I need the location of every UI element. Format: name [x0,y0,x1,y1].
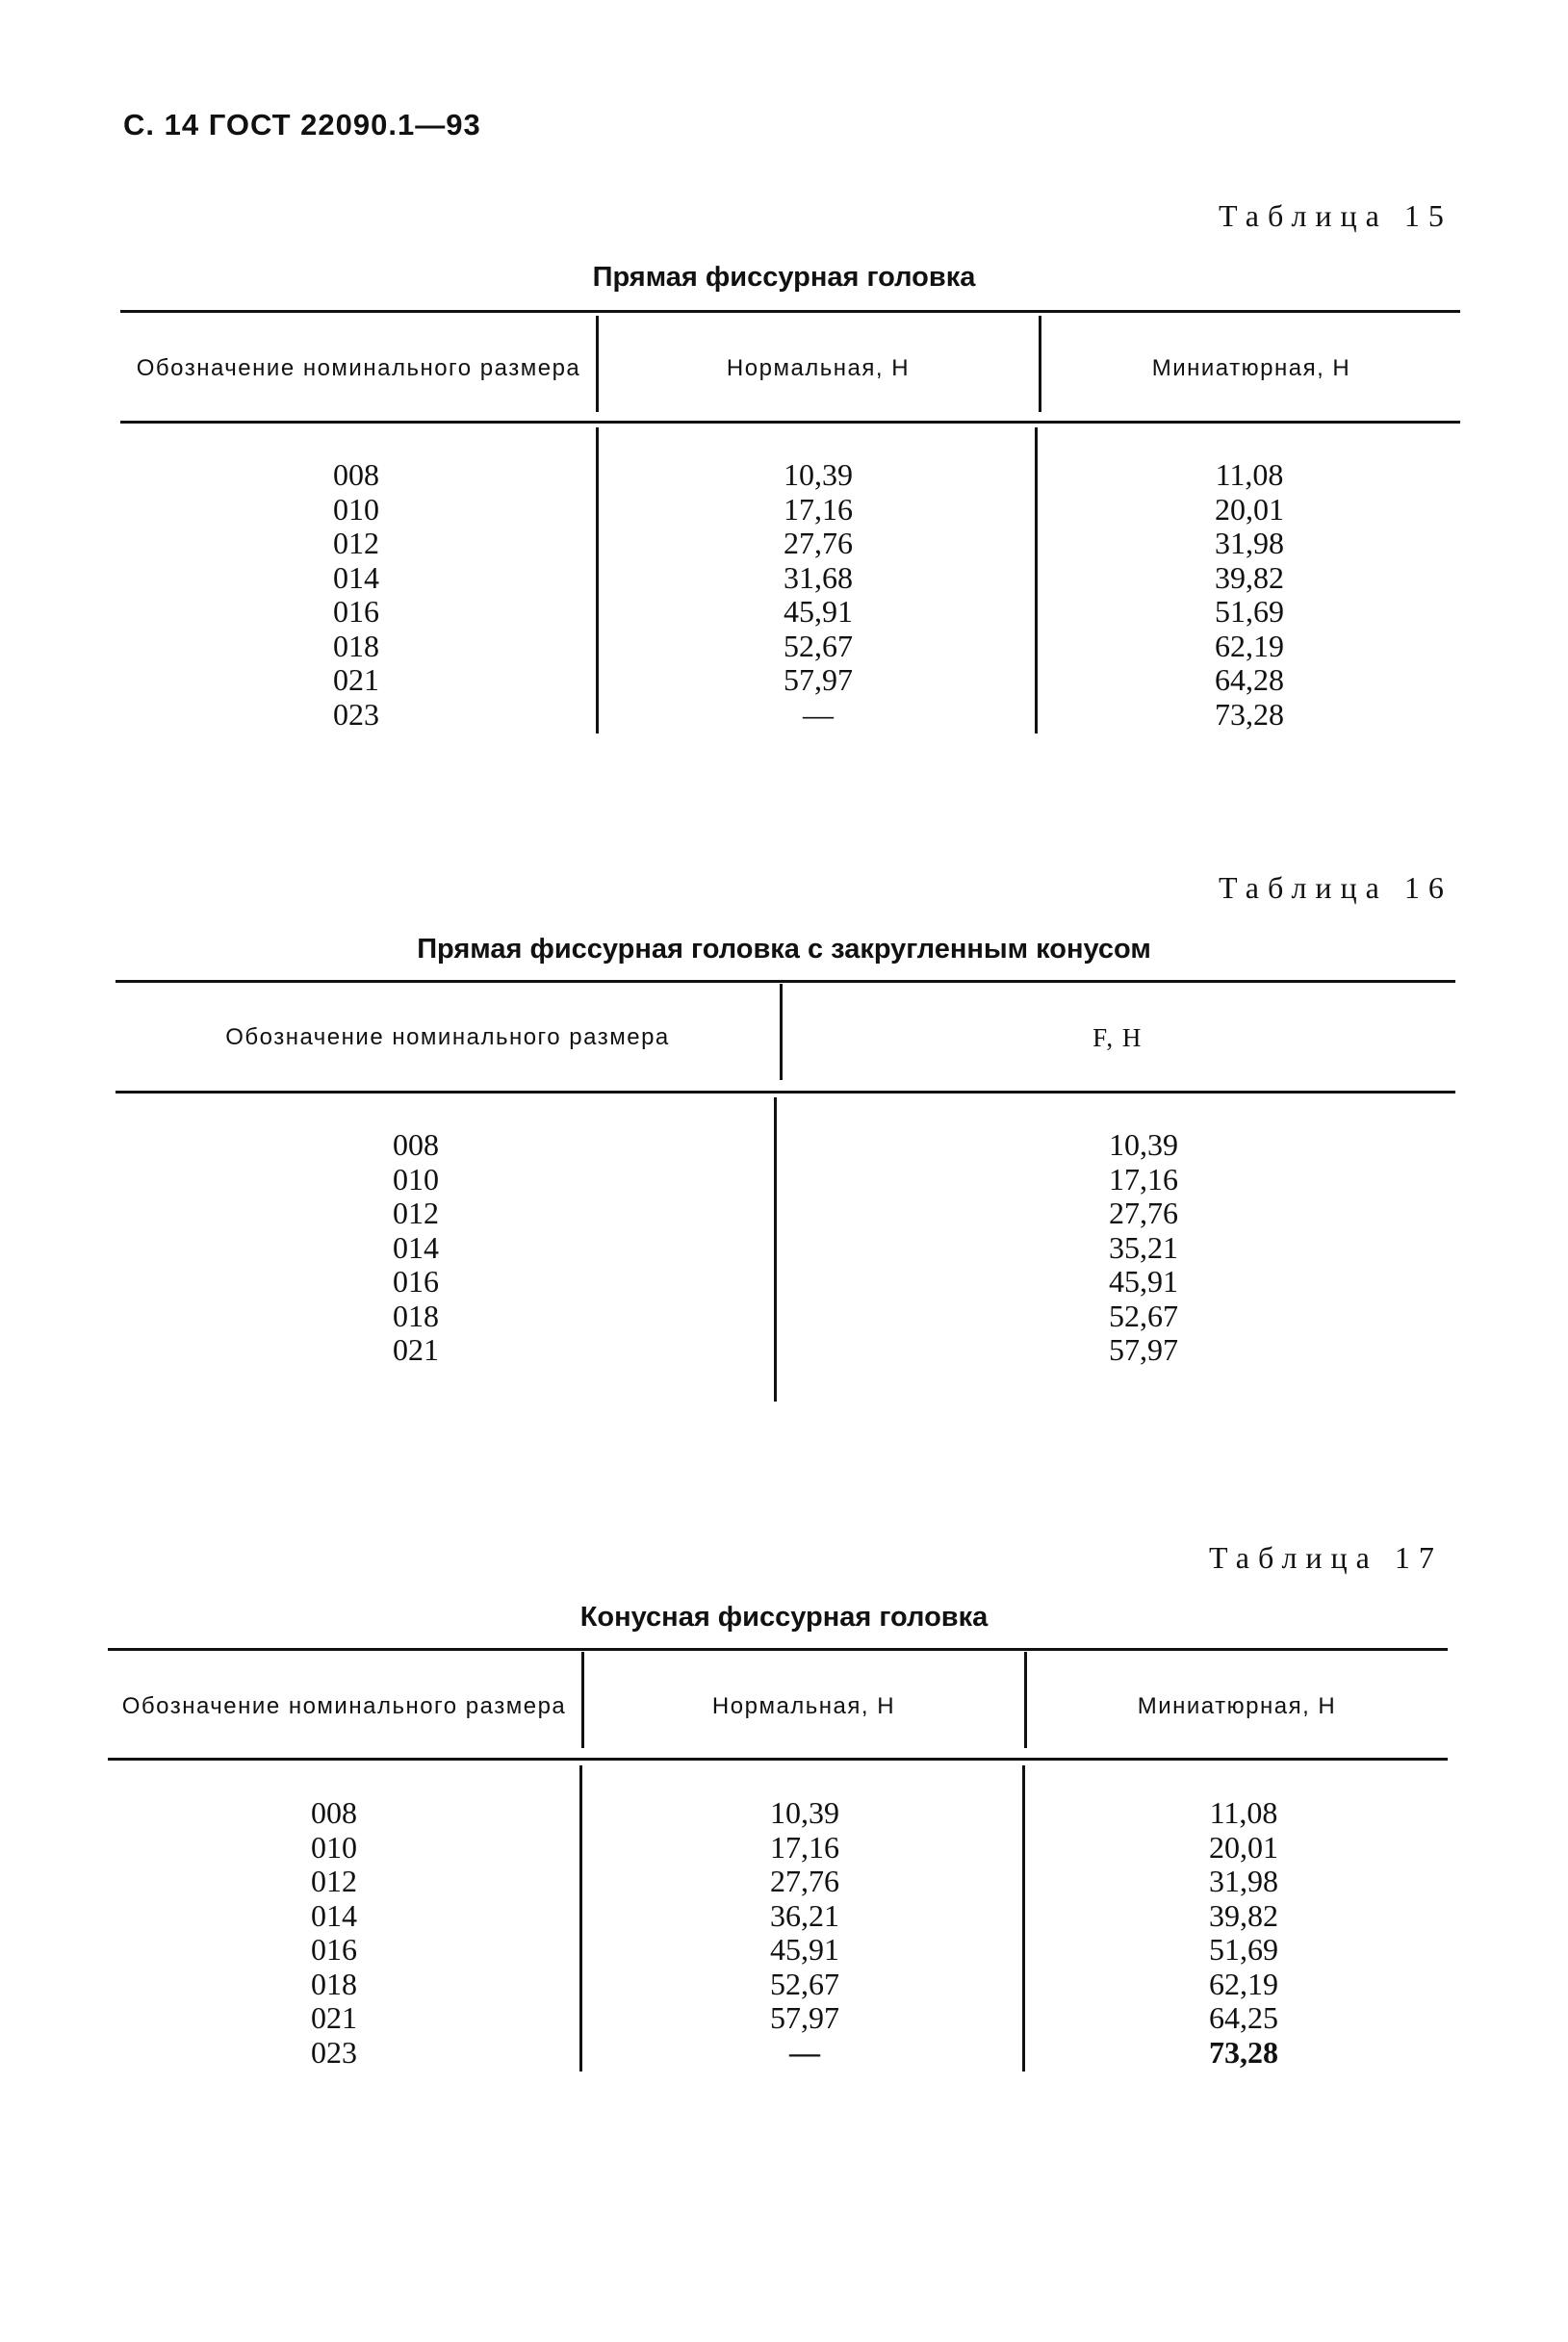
cell: 10,39 [784,457,853,492]
header-size: Обозначение номинального размера [225,1024,670,1050]
cell: 014 [311,1897,357,1933]
header-bottom-rule [108,1758,1448,1761]
table-number: Таблица 15 [1219,198,1452,233]
column-sizes [298,458,414,732]
cell: 10,39 [770,1795,839,1830]
column-divider [1039,316,1041,412]
column-divider [596,316,599,412]
column-sizes [358,1128,474,1368]
cell: 008 [393,1127,439,1162]
cell: 52,67 [784,628,853,663]
cell: 010 [393,1161,439,1197]
cell: 014 [393,1229,439,1265]
column-divider [780,984,783,1080]
cell: 20,01 [1209,1829,1278,1865]
cell: 018 [311,1966,357,2001]
cell: 57,97 [770,2000,839,2035]
cell: 014 [333,559,379,595]
cell: 31,98 [1209,1864,1278,1898]
cell: 021 [311,2000,357,2035]
cell: 57,97 [784,662,853,697]
column-normal [741,458,895,732]
cell: 62,19 [1215,628,1284,663]
cell: 012 [333,526,379,560]
column-divider [581,1652,584,1748]
cell: 64,28 [1215,662,1284,697]
cell: 17,16 [770,1829,839,1865]
header-size: Обозначение номинального размера [136,354,581,381]
column-force [1067,1128,1221,1368]
header-mini: Миниатюрная, Н [1151,354,1351,381]
cell: 008 [311,1795,357,1830]
column-divider [1022,1765,1025,2072]
cell: 021 [393,1332,439,1367]
cell: 023 [333,696,379,732]
table-top-rule [116,980,1455,983]
cell: 016 [393,1264,439,1299]
cell: 39,82 [1215,559,1284,595]
cell: 012 [311,1864,357,1898]
table-title: Прямая фиссурная головка [592,262,976,293]
cell: 62,19 [1209,1966,1278,2001]
column-divider [596,427,599,733]
cell: 20,01 [1215,491,1284,527]
header-force: F, Н [1092,1023,1143,1052]
cell: 36,21 [770,1897,839,1933]
cell: 010 [333,491,379,527]
header-size: Обозначение номинального размера [121,1692,567,1719]
table-title: Прямая фиссурная головка с закругленным конусом [417,934,1151,965]
header-bottom-rule [120,421,1460,424]
cell: 17,16 [784,491,853,527]
cell: 39,82 [1209,1897,1278,1933]
cell: 010 [311,1829,357,1865]
cell: 10,39 [1109,1127,1178,1162]
page-header: С. 14 ГОСТ 22090.1—93 [123,108,481,142]
table-number: Таблица 17 [1209,1540,1443,1575]
cell: 012 [393,1196,439,1230]
cell: 31,68 [784,559,853,595]
cell: 31,98 [1215,526,1284,560]
cell: 018 [333,628,379,663]
cell: 51,69 [1209,1932,1278,1967]
column-divider [774,1097,777,1402]
cell: 51,69 [1215,594,1284,629]
cell: 52,67 [770,1966,839,2001]
cell: 27,76 [784,526,853,560]
cell: 27,76 [1109,1196,1178,1230]
cell: 021 [333,662,379,697]
header-normal: Нормальная, Н [726,354,911,381]
cell: 45,91 [784,594,853,629]
cell: 73,28 [1215,696,1284,732]
cell: 64,25 [1209,2000,1278,2035]
cell: 45,91 [1109,1264,1178,1299]
cell: 008 [333,457,379,492]
cell: 11,08 [1209,1795,1278,1830]
cell: 45,91 [770,1932,839,1967]
cell: 17,16 [1109,1161,1178,1197]
cell: 52,67 [1109,1298,1178,1333]
cell: 018 [393,1298,439,1333]
cell: — [789,2034,820,2070]
cell: — [803,696,834,732]
table-number: Таблица 16 [1219,870,1452,905]
table-title: Конусная фиссурная головка [579,1602,989,1633]
column-sizes [276,1796,392,2070]
table-top-rule [120,310,1460,313]
cell: 35,21 [1109,1229,1178,1265]
column-mini [1167,1796,1321,2070]
cell: 11,08 [1215,457,1284,492]
column-mini [1172,458,1326,732]
header-normal: Нормальная, Н [711,1692,896,1719]
header-mini: Миниатюрная, Н [1137,1692,1337,1719]
cell: 016 [311,1932,357,1967]
cell: 27,76 [770,1864,839,1898]
cell: 016 [333,594,379,629]
header-bottom-rule [116,1091,1455,1094]
column-divider [579,1765,582,2072]
column-divider [1024,1652,1027,1748]
column-divider [1035,427,1038,733]
cell: 73,28 [1209,2034,1278,2070]
column-normal [728,1796,882,2070]
table-top-rule [108,1648,1448,1651]
cell: 57,97 [1109,1332,1178,1367]
cell: 023 [311,2034,357,2070]
